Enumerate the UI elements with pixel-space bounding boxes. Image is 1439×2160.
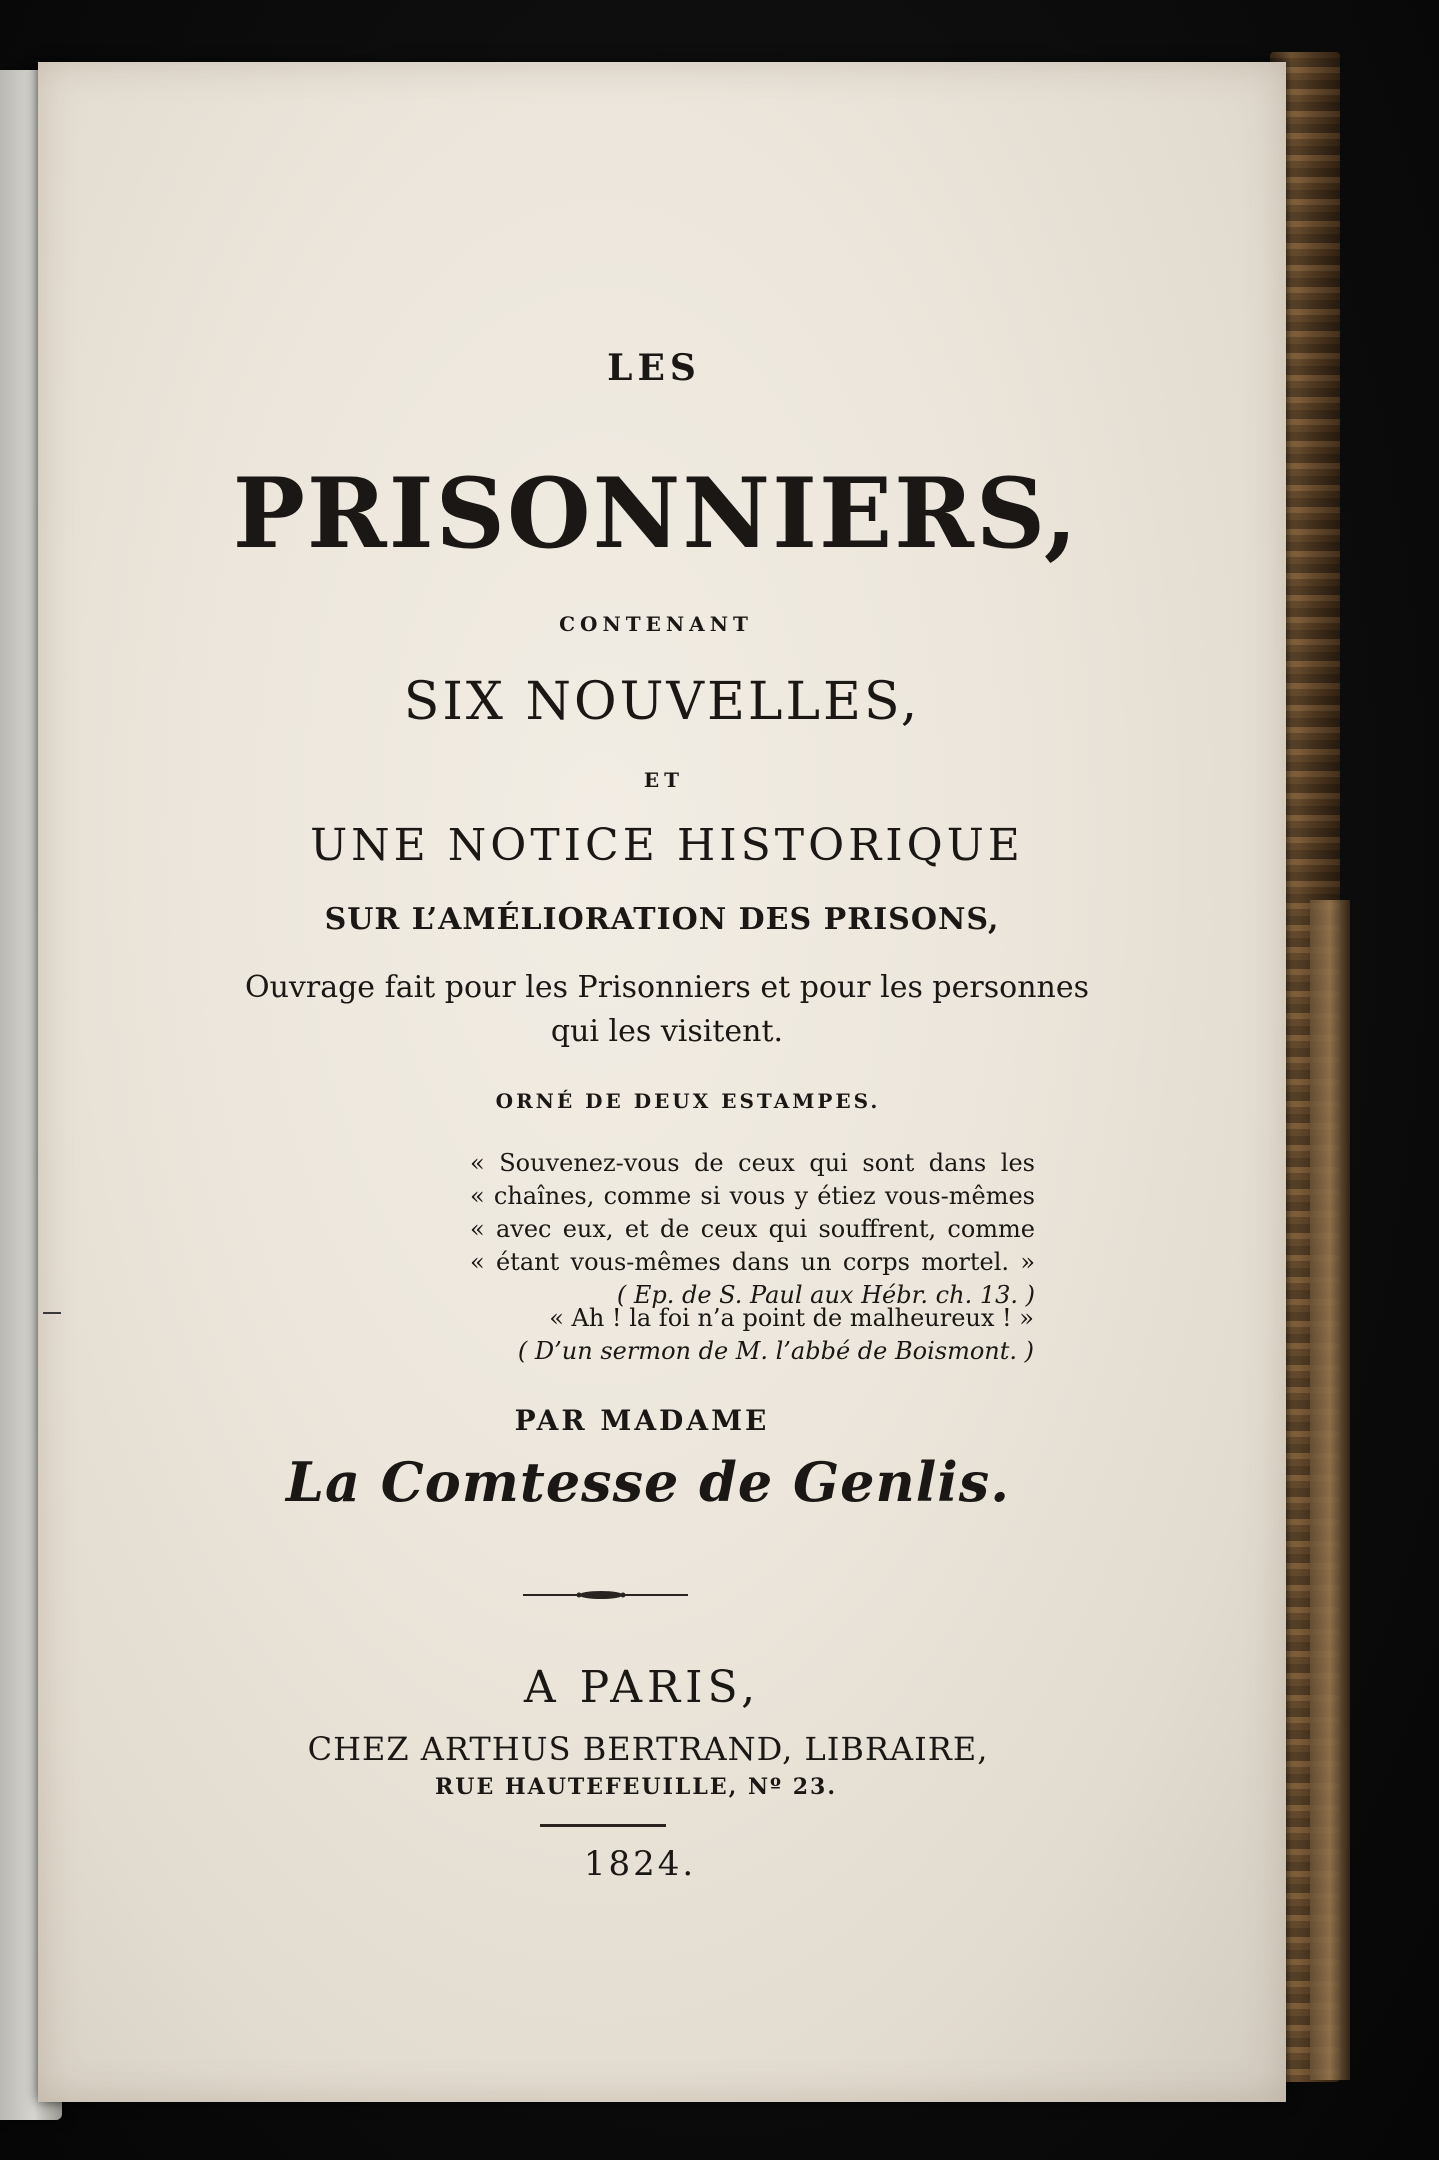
subtitle-amelioration: SUR L’AMÉLIORATION DES PRISONS, [324,902,1000,937]
epigraph-line: « chaînes, comme si vous y étiez vous-mêmes [470,1182,1035,1210]
imprint-year: 1824. [583,1844,697,1884]
description-line-1: Ouvrage fait pour les Prisonniers et pour les personnes [245,970,1089,1005]
margin-mark [43,1312,61,1314]
title-main: PRISONNIERS, [232,457,1080,570]
epigraph-line: « avec eux, et de ceux qui souffrent, comme [470,1215,1035,1243]
epigraph-line: « étant vous-mêmes dans un corps mortel. » [470,1248,1035,1276]
imprint-address: RUE HAUTEFEUILLE, Nº 23. [434,1774,837,1800]
author-prefix: PAR MADAME [514,1404,770,1437]
description-line-2: qui les visitent. [550,1014,784,1049]
subtitle-notice: UNE NOTICE HISTORIQUE [310,820,1024,871]
epigraph-citation: ( D’un sermon de M. l’abbé de Boismont. ) [517,1337,1034,1365]
epigraph-line: « Ah ! la foi n’a point de malheureux ! » [549,1304,1034,1332]
ornament-divider [523,1589,688,1601]
subtitle-et: ET [643,768,685,792]
author-name: La Comtesse de Genlis. [285,1450,1011,1514]
title-les: LES [607,347,701,389]
imprint-publisher: CHEZ ARTHUS BERTRAND, LIBRAIRE, [307,1730,989,1768]
epigraph-citation: ( Ep. de S. Paul aux Hébr. ch. 13. ) [616,1281,1035,1309]
subtitle-six-nouvelles: SIX NOUVELLES, [403,672,921,732]
imprint-city: A PARIS, [523,1662,761,1713]
title-page [38,62,1286,2102]
illustrations-note: ORNÉ DE DEUX ESTAMPES. [495,1089,881,1113]
epigraph-boismont [464,1302,1034,1368]
epigraph-paul [470,1147,1035,1312]
subtitle-contenant: CONTENANT [559,612,753,636]
binding-edge [1310,900,1350,2080]
imprint-rule [540,1824,666,1827]
epigraph-line: « Souvenez-vous de ceux qui sont dans les [470,1149,1035,1177]
